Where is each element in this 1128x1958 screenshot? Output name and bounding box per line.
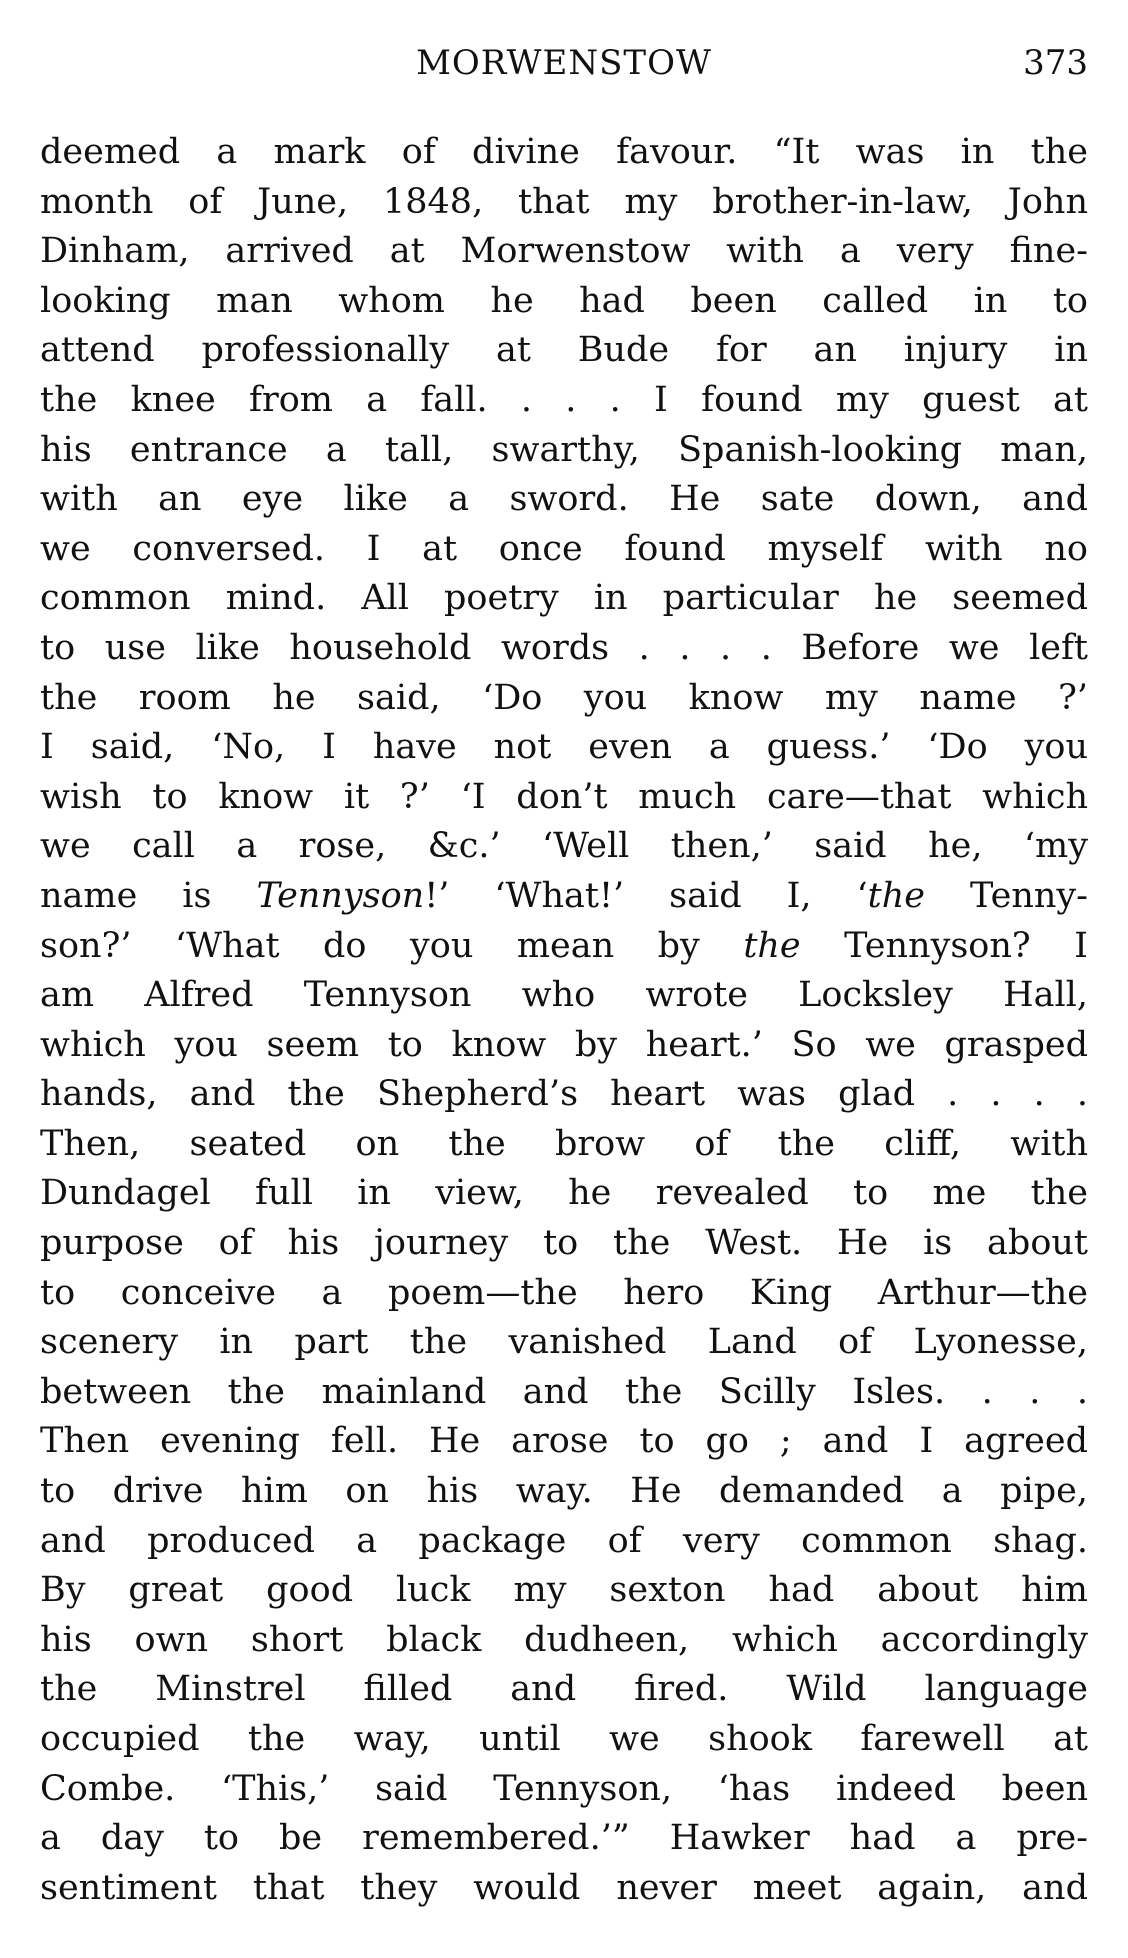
running-header [40, 38, 1088, 88]
text-line: Combe. ‘This,’ said Tennyson, ‘has indeed been [40, 1768, 1088, 1809]
text-line: the room he said, ‘Do you know my name ?’ [40, 677, 1088, 718]
text-line: sentiment that they would never meet again, and [40, 1867, 1088, 1908]
text-line: his entrance a tall, swarthy, Spanish-looking man, [40, 429, 1088, 470]
text-line: I said, ‘No, I have not even a guess.’ ‘Do you [40, 727, 1088, 768]
text-line: purpose of his journey to the West. He is about [40, 1223, 1088, 1264]
text-line: deemed a mark of divine favour. “It was in the [40, 132, 1088, 172]
text-line: between the mainland and the Scilly Isles. . . . [40, 1371, 1088, 1412]
text-line: a day to be remembered.’” Hawker had a pre- [40, 1818, 1088, 1859]
text-line: which you seem to know by heart.’ So we grasped [40, 1024, 1088, 1065]
text-line: Dundagel full in view, he revealed to me the [40, 1173, 1088, 1214]
text-line: with an eye like a sword. He sate down, and [40, 479, 1088, 520]
text-line: month of June, 1848, that my brother-in-law, John [40, 181, 1088, 222]
text-line: hands, and the Shepherd’s heart was glad . . . . [40, 1074, 1088, 1115]
text-line: Then evening fell. He arose to go ; and I agreed [40, 1421, 1088, 1462]
text-line: son?’ ‘What do you mean by the Tennyson? I [40, 925, 1088, 966]
text-line: Dinham, arrived at Morwenstow with a very fine- [40, 231, 1088, 272]
text-line: to drive him on his way. He demanded a pipe, [40, 1471, 1088, 1512]
text-line: and produced a package of very common shag. [40, 1520, 1088, 1561]
italic-name: Tennyson [256, 875, 425, 916]
text-line: attend professionally at Bude for an injury in [40, 330, 1088, 371]
text-line: scenery in part the vanished Land of Lyonesse, [40, 1322, 1088, 1363]
text-line: Then, seated on the brow of the cliff, with [40, 1123, 1088, 1164]
text-line: the knee from a fall. . . . I found my guest at [40, 379, 1088, 420]
italic-article: the [867, 875, 925, 916]
text-line: name is Tennyson!’ ‘What!’ said I, ‘the Tenny- [40, 875, 1088, 916]
italic-article: the [743, 925, 801, 966]
body-text [40, 128, 1088, 1913]
text-line: By great good luck my sexton had about him [40, 1570, 1088, 1611]
text-line: common mind. All poetry in particular he seemed [40, 578, 1088, 619]
text-line: wish to know it ?’ ‘I don’t much care—that which [40, 776, 1088, 817]
text-line: to conceive a poem—the hero King Arthur—the [40, 1272, 1088, 1313]
text-line: we conversed. I at once found myself with no [40, 528, 1088, 569]
running-title: MORWENSTOW [416, 43, 712, 83]
page-number: 373 [1023, 43, 1088, 83]
text-line: am Alfred Tennyson who wrote Locksley Hall, [40, 975, 1088, 1016]
text-line: the Minstrel filled and fired. Wild language [40, 1669, 1088, 1710]
text-line: his own short black dudheen, which accordingly [40, 1619, 1088, 1660]
text-line: occupied the way, until we shook farewell at [40, 1719, 1088, 1759]
text-line: we call a rose, &c.’ ‘Well then,’ said he, ‘my [40, 826, 1088, 867]
text-line: looking man whom he had been called in to [40, 280, 1088, 321]
text-line: to use like household words . . . . Before we left [40, 627, 1088, 668]
